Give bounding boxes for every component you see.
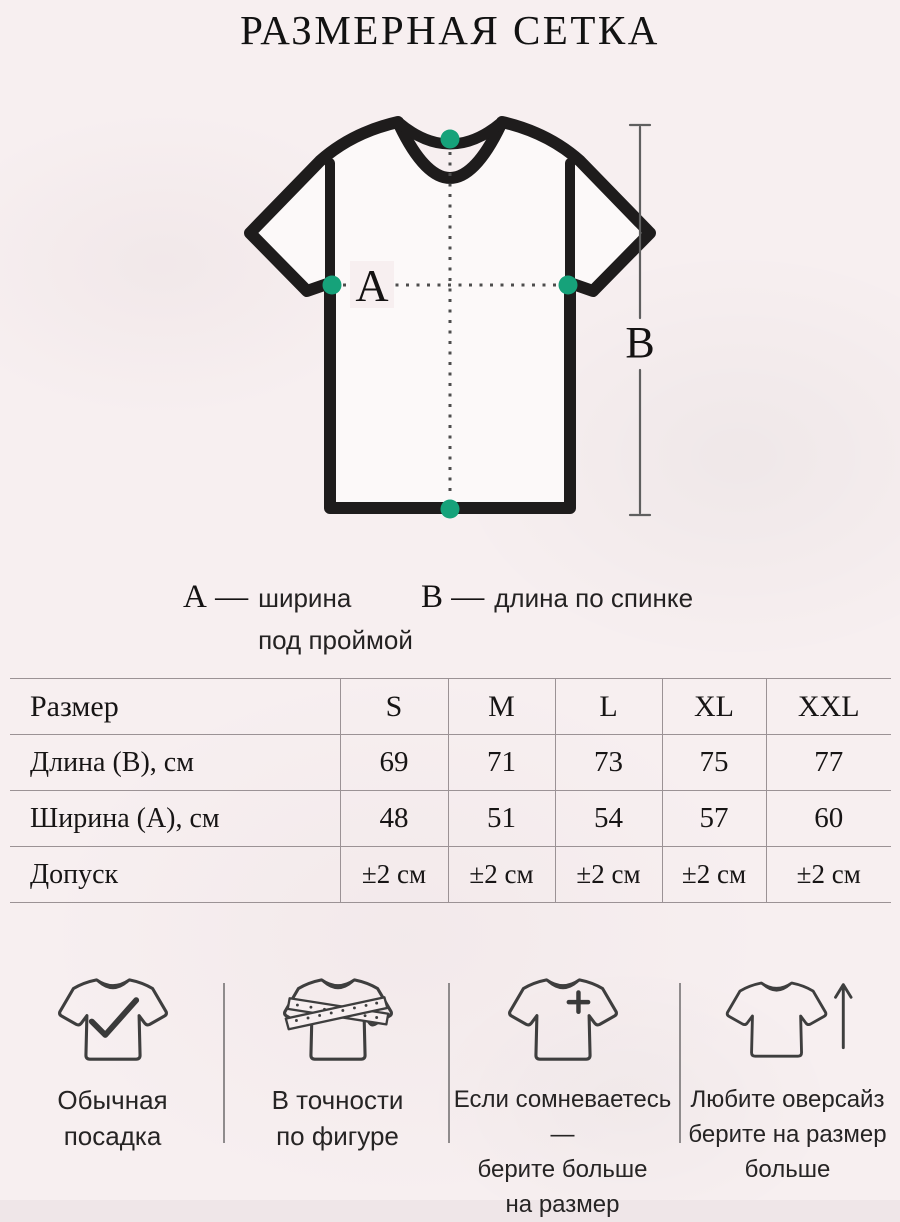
- left-armpit-point: [323, 276, 342, 295]
- size-col-s: S: [340, 679, 448, 735]
- fit-guide: [0, 960, 900, 1218]
- width-s: 48: [340, 791, 448, 847]
- panel-divider-2: [448, 983, 450, 1143]
- tolerance-xl: ±2 см: [662, 847, 766, 903]
- tolerance-l: ±2 см: [555, 847, 662, 903]
- tshirt-measurement-diagram: [0, 0, 900, 565]
- size-col-xl: XL: [662, 679, 766, 735]
- label-a: А: [355, 260, 389, 311]
- fit-caption-regular: Обычная посадка: [57, 1085, 168, 1151]
- tolerance-row: [10, 847, 891, 903]
- tshirt-check-icon: [55, 972, 171, 1069]
- length-s: 69: [340, 735, 448, 791]
- size-col-xxl: XXL: [766, 679, 891, 735]
- tshirt-plus-icon: [505, 972, 621, 1069]
- tolerance-m: ±2 см: [448, 847, 555, 903]
- length-row: [10, 735, 891, 791]
- width-l: 54: [555, 791, 662, 847]
- size-table-header-row: [10, 679, 891, 735]
- collar-point: [441, 130, 460, 149]
- length-l: 73: [555, 735, 662, 791]
- width-row: [10, 791, 891, 847]
- length-row-label: Длина (В), см: [10, 735, 340, 791]
- hem-point: [441, 500, 460, 519]
- tolerance-row-label: Допуск: [10, 847, 340, 903]
- legend-width-line1: ширина: [258, 583, 352, 613]
- size-col-m: M: [448, 679, 555, 735]
- legend-length-text: длина по спинке: [494, 583, 694, 613]
- fit-option-size-up: [450, 960, 675, 1218]
- tshirt-tape-icon: [280, 972, 396, 1069]
- label-b: В: [625, 318, 655, 367]
- fit-option-regular: [0, 960, 225, 1196]
- fit-option-exact: [225, 960, 450, 1196]
- fit-caption-exact: В точности по фигуре: [271, 1085, 404, 1151]
- legend-width-letter: А —: [183, 579, 249, 615]
- size-table-header-label: Размер: [10, 679, 340, 735]
- tshirt-arrow-icon: [723, 972, 853, 1069]
- width-row-label: Ширина (А), см: [10, 791, 340, 847]
- panel-divider-1: [223, 983, 225, 1143]
- legend-length-letter: В —: [421, 579, 485, 615]
- tolerance-xxl: ±2 см: [766, 847, 891, 903]
- legend-width-line2: под проймой: [258, 625, 413, 655]
- panel-divider-3: [679, 983, 681, 1143]
- size-col-l: L: [555, 679, 662, 735]
- legend-length: [421, 577, 693, 619]
- width-xl: 57: [662, 791, 766, 847]
- legend-width: [183, 577, 413, 661]
- length-m: 71: [448, 735, 555, 791]
- size-table: [10, 678, 891, 903]
- length-xl: 75: [662, 735, 766, 791]
- tolerance-s: ±2 см: [340, 847, 448, 903]
- width-xxl: 60: [766, 791, 891, 847]
- fit-caption-oversize: Любите оверсайз берите на размер больше: [688, 1086, 887, 1183]
- tshirt-outline: [250, 122, 650, 508]
- fit-caption-size-up: Если сомневаетесь — берите больше на размер: [453, 1086, 672, 1218]
- fit-option-oversize: [675, 960, 900, 1196]
- width-m: 51: [448, 791, 555, 847]
- page-title: РАЗМЕРНАЯ СЕТКА: [240, 7, 660, 53]
- length-xxl: 77: [766, 735, 891, 791]
- right-armpit-point: [559, 276, 578, 295]
